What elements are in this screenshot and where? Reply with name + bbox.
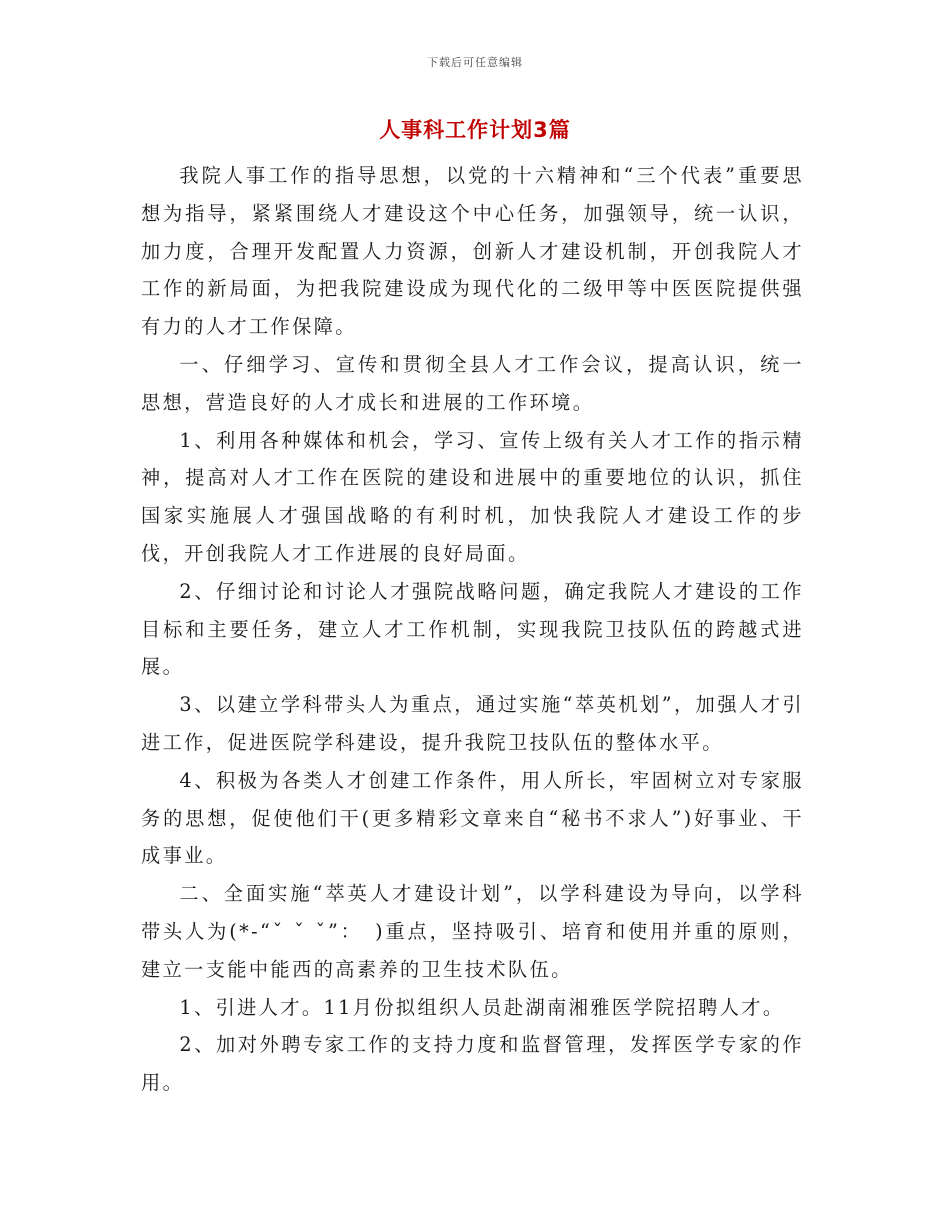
paragraph-guiding-ideology: 我院人事工作的指导思想，以党的十六精神和“三个代表”重要思想为指导，紧紧围绕人才建设这个中心任务，加强领导，统一认识，加力度，合理开发配置人力资源，创新人才建设机制，开创我院人才工作的新局面，为把我院建设成为现代化的二级甲等中医医院提供强有力的人才工作保障。: [141, 164, 804, 339]
paragraph-item-1: 1、利用各种媒体和机会，学习、宣传上级有关人才工作的指示精神，提高对人才工作在医院的建设和进展中的重要地位的认识，抓住国家实施展人才强国战略的有利时机，加快我院人才建设工作的步伐，开创我院人才工作进展的良好局面。: [141, 428, 804, 565]
paragraph-item-4: 4、积极为各类人才创建工作条件，用人所长，牢固树立对专家服务的思想，促使他们干(更多精彩文章来自“秘书不求人”)好事业、干成事业。: [141, 768, 804, 868]
paragraph-section-two-item-1: 1、引进人才。11月份拟组织人员赴湖南湘雅医学院招聘人才。: [179, 995, 785, 1019]
paragraph-item-3: 3、以建立学科带头人为重点，通过实施“萃英机划”，加强人才引进工作，促进医院学科建设，提升我院卫技队伍的整体水平。: [141, 693, 804, 754]
paragraph-section-two: 二、全面实施“萃英人才建设计划”，以学科建设为导向，以学科带头人为(*-“ˇ ˇ ˇ”： )重点，坚持吸引、培育和使用并重的原则，建立一支能中能西的高素养的卫生技术队伍。: [141, 882, 804, 981]
header-note: 下载后可任意编辑: [427, 56, 523, 69]
document-title: 人事科工作计划3篇: [379, 118, 571, 142]
paragraph-section-one: 一、仔细学习、宣传和贯彻全县人才工作会议，提高认识，统一思想，营造良好的人才成长和进展的工作环境。: [141, 352, 804, 414]
paragraph-section-two-item-2: 2、加对外聘专家工作的支持力度和监督管理，发挥医学专家的作用。: [141, 1033, 804, 1095]
document-body: [141, 157, 804, 1102]
paragraph-item-2: 2、仔细讨论和讨论人才强院战略问题，确定我院人才建设的工作目标和主要任务，建立人才工作机制，实现我院卫技队伍的跨越式进展。: [141, 579, 804, 679]
